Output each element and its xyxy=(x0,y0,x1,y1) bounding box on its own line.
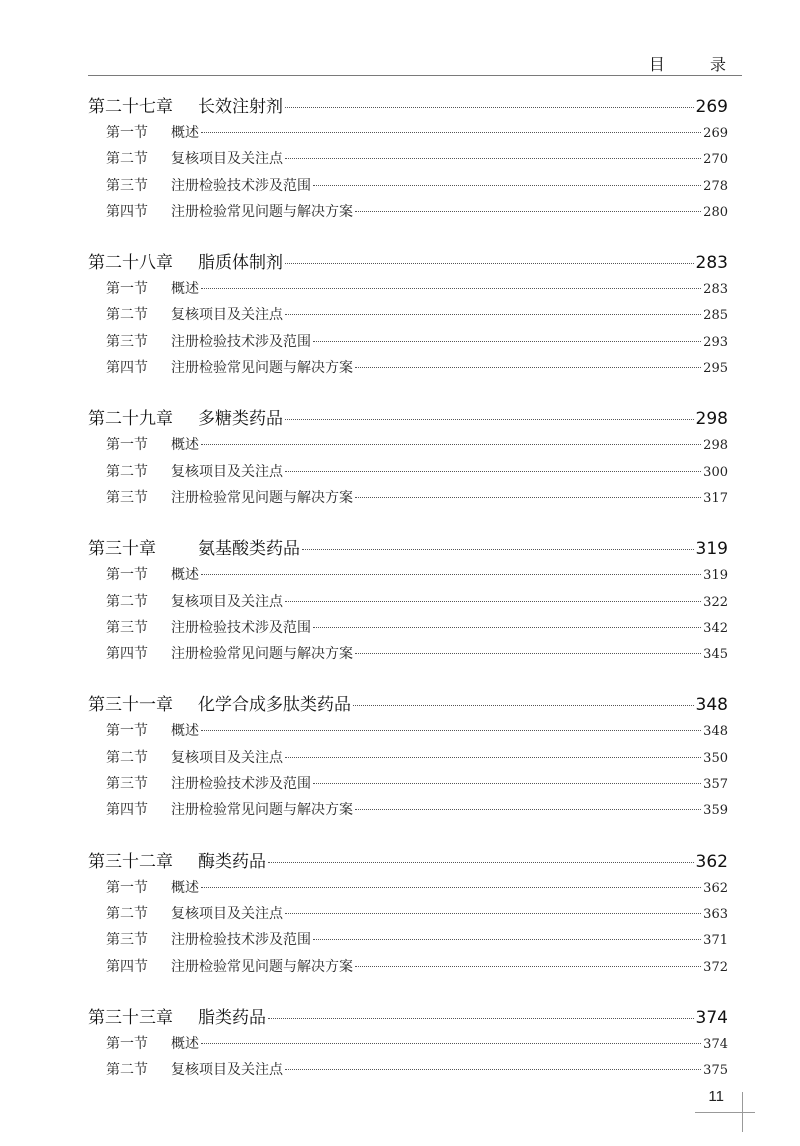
chapter-title: 化学合成多肽类药品 xyxy=(198,695,351,716)
dot-leader xyxy=(201,132,701,133)
dot-leader xyxy=(285,471,701,472)
section-page: 285 xyxy=(703,308,728,324)
dot-leader xyxy=(285,263,694,264)
section-title: 注册检验常见问题与解决方案 xyxy=(171,203,353,220)
toc-chapter-entry[interactable] xyxy=(88,1003,728,1033)
toc-section-entry[interactable] xyxy=(88,617,728,643)
section-page: 359 xyxy=(703,803,728,819)
chapter-title: 脂质体制剂 xyxy=(198,253,283,274)
section-title: 注册检验常见问题与解决方案 xyxy=(171,646,353,663)
section-number: 第三节 xyxy=(106,932,148,949)
chapter-number: 第二十七章 xyxy=(88,97,173,117)
toc-section-entry[interactable] xyxy=(88,773,728,799)
chapter-page: 374 xyxy=(695,1007,728,1028)
section-page: 317 xyxy=(703,490,728,506)
dot-leader xyxy=(355,653,701,654)
dot-leader xyxy=(355,211,701,212)
dot-leader xyxy=(313,341,701,342)
section-number: 第三节 xyxy=(106,776,148,793)
section-page: 298 xyxy=(703,438,728,454)
section-title: 复核项目及关注点 xyxy=(171,307,283,324)
toc-section-entry[interactable] xyxy=(88,799,728,825)
section-title: 注册检验常见问题与解决方案 xyxy=(171,958,353,975)
toc-section-entry[interactable] xyxy=(88,564,728,590)
section-number: 第三节 xyxy=(106,619,148,636)
toc-section-entry[interactable] xyxy=(88,956,728,982)
toc-chapter xyxy=(88,404,728,513)
section-title: 概述 xyxy=(171,281,199,298)
dot-leader xyxy=(285,107,694,108)
toc-section-entry[interactable] xyxy=(88,331,728,357)
dot-leader xyxy=(285,419,694,420)
table-of-contents xyxy=(88,92,728,1106)
chapter-number: 第三十章 xyxy=(88,539,156,560)
chapter-page: 298 xyxy=(695,409,728,430)
section-number: 第三节 xyxy=(106,177,148,194)
toc-chapter xyxy=(88,690,728,825)
section-number: 第一节 xyxy=(106,281,148,298)
section-page: 363 xyxy=(703,906,728,922)
section-title: 注册检验常见问题与解决方案 xyxy=(171,802,353,819)
chapter-title: 脂类药品 xyxy=(198,1007,266,1028)
section-number: 第一节 xyxy=(106,879,148,896)
section-number: 第四节 xyxy=(106,802,148,819)
dot-leader xyxy=(201,288,701,289)
section-title: 概述 xyxy=(171,437,199,454)
section-title: 注册检验常见问题与解决方案 xyxy=(171,360,353,377)
toc-section-entry[interactable] xyxy=(88,591,728,617)
chapter-page: 319 xyxy=(695,539,728,560)
dot-leader xyxy=(355,809,701,810)
chapter-title: 氨基酸类药品 xyxy=(198,539,300,560)
toc-chapter xyxy=(88,1003,728,1086)
section-page: 348 xyxy=(703,724,728,740)
dot-leader xyxy=(268,862,694,863)
section-number: 第二节 xyxy=(106,593,148,610)
toc-chapter xyxy=(88,534,728,669)
chapter-page: 283 xyxy=(695,253,728,274)
dot-leader xyxy=(285,757,701,758)
dot-leader xyxy=(201,887,701,888)
toc-chapter-entry[interactable] xyxy=(88,92,728,122)
toc-chapter-entry[interactable] xyxy=(88,847,728,877)
section-page: 345 xyxy=(703,647,728,663)
dot-leader xyxy=(285,1069,701,1070)
section-number: 第四节 xyxy=(106,360,148,377)
toc-section-entry[interactable] xyxy=(88,903,728,929)
section-page: 280 xyxy=(703,204,728,220)
section-number: 第三节 xyxy=(106,333,148,350)
section-page: 278 xyxy=(703,178,728,194)
section-page: 295 xyxy=(703,361,728,377)
page-header-title: 目 录 xyxy=(648,55,746,74)
section-page: 269 xyxy=(703,126,728,141)
page-number: 11 xyxy=(708,1088,724,1105)
toc-section-entry[interactable] xyxy=(88,148,728,174)
section-title: 注册检验常见问题与解决方案 xyxy=(171,489,353,506)
section-title: 复核项目及关注点 xyxy=(171,749,283,766)
section-title: 注册检验技术涉及范围 xyxy=(171,177,311,194)
header-divider xyxy=(88,75,742,76)
crop-mark-vertical xyxy=(742,1092,743,1132)
chapter-title: 酶类药品 xyxy=(198,851,266,872)
toc-chapter-entry[interactable] xyxy=(88,404,728,434)
toc-section-entry[interactable] xyxy=(88,201,728,227)
section-number: 第二节 xyxy=(106,749,148,766)
toc-section-entry[interactable] xyxy=(88,304,728,330)
section-page: 357 xyxy=(703,777,728,793)
section-page: 372 xyxy=(703,959,728,975)
dot-leader xyxy=(313,939,701,940)
section-title: 复核项目及关注点 xyxy=(171,1062,283,1079)
toc-section-entry[interactable] xyxy=(88,175,728,201)
section-page: 300 xyxy=(703,464,728,480)
dot-leader xyxy=(313,627,701,628)
toc-chapter-entry[interactable] xyxy=(88,690,728,720)
dot-leader xyxy=(313,783,701,784)
section-title: 概述 xyxy=(171,879,199,896)
toc-section-entry[interactable] xyxy=(88,357,728,383)
toc-section-entry[interactable] xyxy=(88,434,728,460)
section-number: 第四节 xyxy=(106,646,148,663)
section-page: 270 xyxy=(703,152,728,168)
section-number: 第一节 xyxy=(106,1035,148,1052)
dot-leader xyxy=(355,966,701,967)
toc-section-entry[interactable] xyxy=(88,487,728,513)
section-title: 复核项目及关注点 xyxy=(171,593,283,610)
dot-leader xyxy=(201,1043,701,1044)
toc-section-entry[interactable] xyxy=(88,747,728,773)
toc-chapter xyxy=(88,248,728,383)
toc-section-entry[interactable] xyxy=(88,122,728,148)
section-number: 第一节 xyxy=(106,723,148,740)
section-page: 375 xyxy=(703,1063,728,1079)
dot-leader xyxy=(201,444,701,445)
dot-leader xyxy=(353,705,694,706)
toc-section-entry[interactable] xyxy=(88,929,728,955)
section-title: 复核项目及关注点 xyxy=(171,151,283,168)
chapter-number: 第三十二章 xyxy=(88,851,173,872)
dot-leader xyxy=(201,574,701,575)
dot-leader xyxy=(313,185,701,186)
chapter-number: 第三十一章 xyxy=(88,695,173,716)
dot-leader xyxy=(201,730,701,731)
dot-leader xyxy=(355,497,701,498)
toc-section-entry[interactable] xyxy=(88,643,728,669)
chapter-number: 第二十八章 xyxy=(88,253,173,274)
section-number: 第一节 xyxy=(106,125,148,141)
section-page: 322 xyxy=(703,594,728,610)
chapter-page: 269 xyxy=(695,97,728,117)
section-number: 第一节 xyxy=(106,567,148,584)
section-page: 374 xyxy=(703,1036,728,1052)
chapter-page: 348 xyxy=(695,695,728,716)
section-page: 350 xyxy=(703,750,728,766)
toc-chapter-entry[interactable] xyxy=(88,248,728,278)
section-title: 复核项目及关注点 xyxy=(171,905,283,922)
toc-chapter xyxy=(88,92,728,227)
section-page: 319 xyxy=(703,568,728,584)
dot-leader xyxy=(285,913,701,914)
section-number: 第二节 xyxy=(106,463,148,480)
section-title: 注册检验技术涉及范围 xyxy=(171,932,311,949)
toc-section-entry[interactable] xyxy=(88,461,728,487)
section-number: 第三节 xyxy=(106,489,148,506)
chapter-title: 长效注射剂 xyxy=(198,97,283,117)
chapter-page: 362 xyxy=(695,851,728,872)
toc-section-entry[interactable] xyxy=(88,877,728,903)
toc-chapter xyxy=(88,847,728,982)
section-page: 371 xyxy=(703,933,728,949)
dot-leader xyxy=(285,601,701,602)
section-title: 概述 xyxy=(171,125,199,141)
chapter-number: 第二十九章 xyxy=(88,409,173,430)
section-number: 第一节 xyxy=(106,437,148,454)
dot-leader xyxy=(302,549,694,550)
section-number: 第二节 xyxy=(106,307,148,324)
section-title: 复核项目及关注点 xyxy=(171,463,283,480)
toc-section-entry[interactable] xyxy=(88,720,728,746)
section-number: 第二节 xyxy=(106,151,148,168)
section-number: 第二节 xyxy=(106,1062,148,1079)
section-title: 注册检验技术涉及范围 xyxy=(171,333,311,350)
dot-leader xyxy=(285,158,701,159)
section-page: 342 xyxy=(703,620,728,636)
section-page: 283 xyxy=(703,282,728,298)
section-title: 概述 xyxy=(171,723,199,740)
section-title: 概述 xyxy=(171,567,199,584)
toc-section-entry[interactable] xyxy=(88,278,728,304)
chapter-title: 多糖类药品 xyxy=(198,409,283,430)
section-title: 注册检验技术涉及范围 xyxy=(171,776,311,793)
section-title: 注册检验技术涉及范围 xyxy=(171,619,311,636)
crop-mark-horizontal xyxy=(695,1112,755,1113)
dot-leader xyxy=(355,367,701,368)
dot-leader xyxy=(268,1018,694,1019)
dot-leader xyxy=(285,314,701,315)
section-title: 概述 xyxy=(171,1035,199,1052)
toc-section-entry[interactable] xyxy=(88,1033,728,1059)
section-number: 第四节 xyxy=(106,203,148,220)
chapter-number: 第三十三章 xyxy=(88,1007,173,1028)
section-number: 第四节 xyxy=(106,958,148,975)
toc-section-entry[interactable] xyxy=(88,1059,728,1085)
section-number: 第二节 xyxy=(106,905,148,922)
section-page: 293 xyxy=(703,334,728,350)
section-page: 362 xyxy=(703,880,728,896)
toc-chapter-entry[interactable] xyxy=(88,534,728,564)
